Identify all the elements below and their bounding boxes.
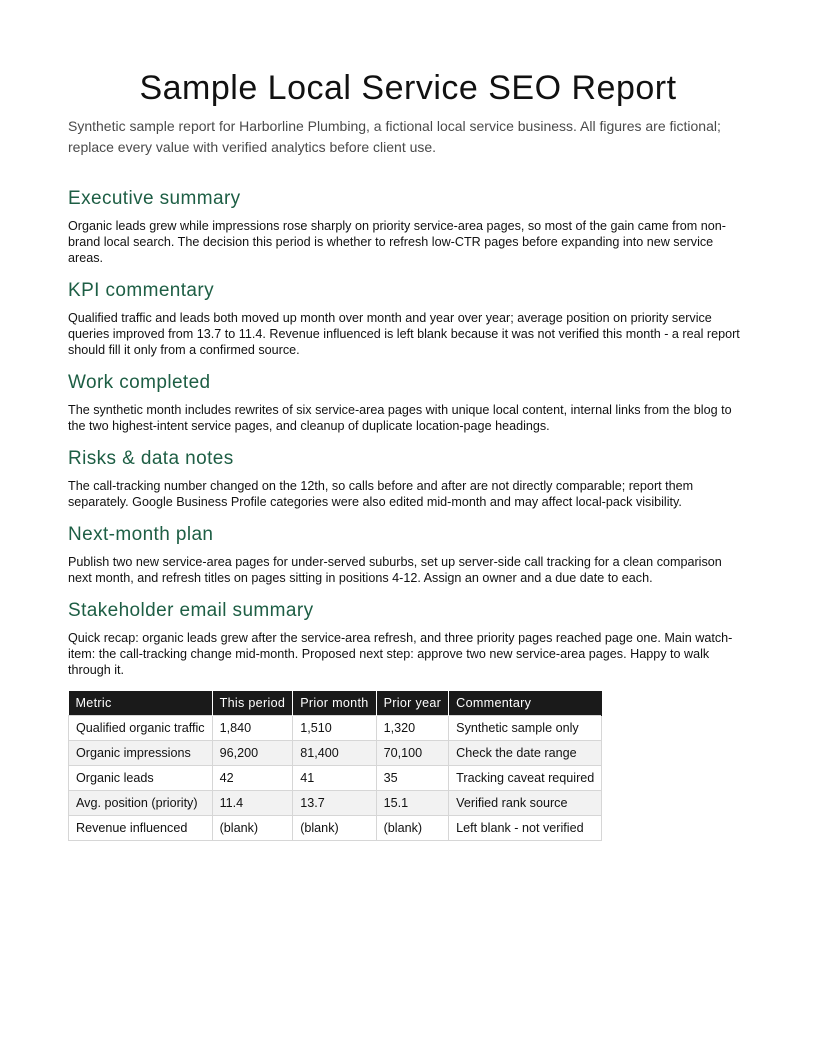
table-row	[69, 741, 602, 766]
section-stakeholder-email-summary	[68, 599, 748, 678]
table-cell: Synthetic sample only	[449, 716, 602, 741]
table-cell: Left blank - not verified	[449, 816, 602, 841]
section-body: Qualified traffic and leads both moved up month over month and year over year; average position on priority service queries improved from 13.7 to 11.4. Revenue influenced is left blank because it was not verified this month - a real report should fill it only from a confirmed source.	[68, 311, 740, 357]
section-work-completed	[68, 371, 748, 434]
table-cell: 35	[376, 766, 449, 791]
table-row	[69, 716, 602, 741]
table-cell: 13.7	[293, 791, 376, 816]
column-header-commentary: Commentary	[449, 691, 602, 716]
table-row	[69, 766, 602, 791]
table-cell: (blank)	[376, 816, 449, 841]
table-cell: 41	[293, 766, 376, 791]
section-heading: Work completed	[68, 372, 211, 393]
table-cell: Organic impressions	[69, 741, 213, 766]
table-cell: (blank)	[212, 816, 293, 841]
table-cell: 1,510	[293, 716, 376, 741]
column-header-this-period: This period	[212, 691, 293, 716]
table-cell: Avg. position (priority)	[69, 791, 213, 816]
table-cell: 81,400	[293, 741, 376, 766]
section-heading: Executive summary	[68, 188, 241, 209]
table-cell: 11.4	[212, 791, 293, 816]
table-cell: Verified rank source	[449, 791, 602, 816]
table-cell: Check the date range	[449, 741, 602, 766]
table-row	[69, 791, 602, 816]
report-page	[68, 68, 748, 841]
section-risks-data-notes	[68, 447, 748, 510]
section-heading: Next-month plan	[68, 524, 214, 545]
section-body: The synthetic month includes rewrites of six service-area pages with unique local content, internal links from the blog to the two highest-intent service pages, and cleanup of duplicate location-page headings.	[68, 403, 732, 433]
section-executive-summary	[68, 187, 748, 266]
section-heading: KPI commentary	[68, 280, 215, 301]
kpi-table	[68, 691, 602, 841]
table-cell: 70,100	[376, 741, 449, 766]
table-cell: 42	[212, 766, 293, 791]
report-subtitle: Synthetic sample report for Harborline Plumbing, a fictional local service business. All figures are fictional; replace every value with verified analytics before client use.	[68, 118, 721, 155]
table-cell: Tracking caveat required	[449, 766, 602, 791]
table-cell: 96,200	[212, 741, 293, 766]
column-header-metric: Metric	[69, 691, 213, 716]
section-body: The call-tracking number changed on the 12th, so calls before and after are not directly comparable; report them separately. Google Business Profile categories were also edited mid-month and may affect local-pack visibility.	[68, 479, 694, 509]
column-header-prior-year: Prior year	[376, 691, 449, 716]
table-cell: Revenue influenced	[69, 816, 213, 841]
table-cell: Organic leads	[69, 766, 213, 791]
section-body: Publish two new service-area pages for under-served suburbs, set up server-side call tracking for a clean comparison next month, and refresh titles on pages sitting in positions 4-12. Assign an owner and a due date to each.	[68, 555, 722, 585]
table-cell: 1,840	[212, 716, 293, 741]
section-body: Organic leads grew while impressions rose sharply on priority service-area pages, so most of the gain came from non-brand local search. The decision this period is whether to refresh low-CTR pages before expanding into new service areas.	[68, 219, 726, 265]
table-cell: 15.1	[376, 791, 449, 816]
table-cell: Qualified organic traffic	[69, 716, 213, 741]
table-row	[69, 816, 602, 841]
section-heading: Stakeholder email summary	[68, 600, 314, 621]
section-next-month-plan	[68, 523, 748, 586]
section-body: Quick recap: organic leads grew after the service-area refresh, and three priority pages reached page one. Main watch-item: the call-tracking change mid-month. Proposed next step: approve two new service-area pages. Happy to walk through it.	[68, 631, 733, 677]
section-heading: Risks & data notes	[68, 448, 234, 469]
table-cell: 1,320	[376, 716, 449, 741]
table-cell: (blank)	[293, 816, 376, 841]
report-title: Sample Local Service SEO Report	[139, 69, 677, 107]
column-header-prior-month: Prior month	[293, 691, 376, 716]
section-kpi-commentary	[68, 279, 748, 358]
table-header-row	[69, 691, 602, 716]
